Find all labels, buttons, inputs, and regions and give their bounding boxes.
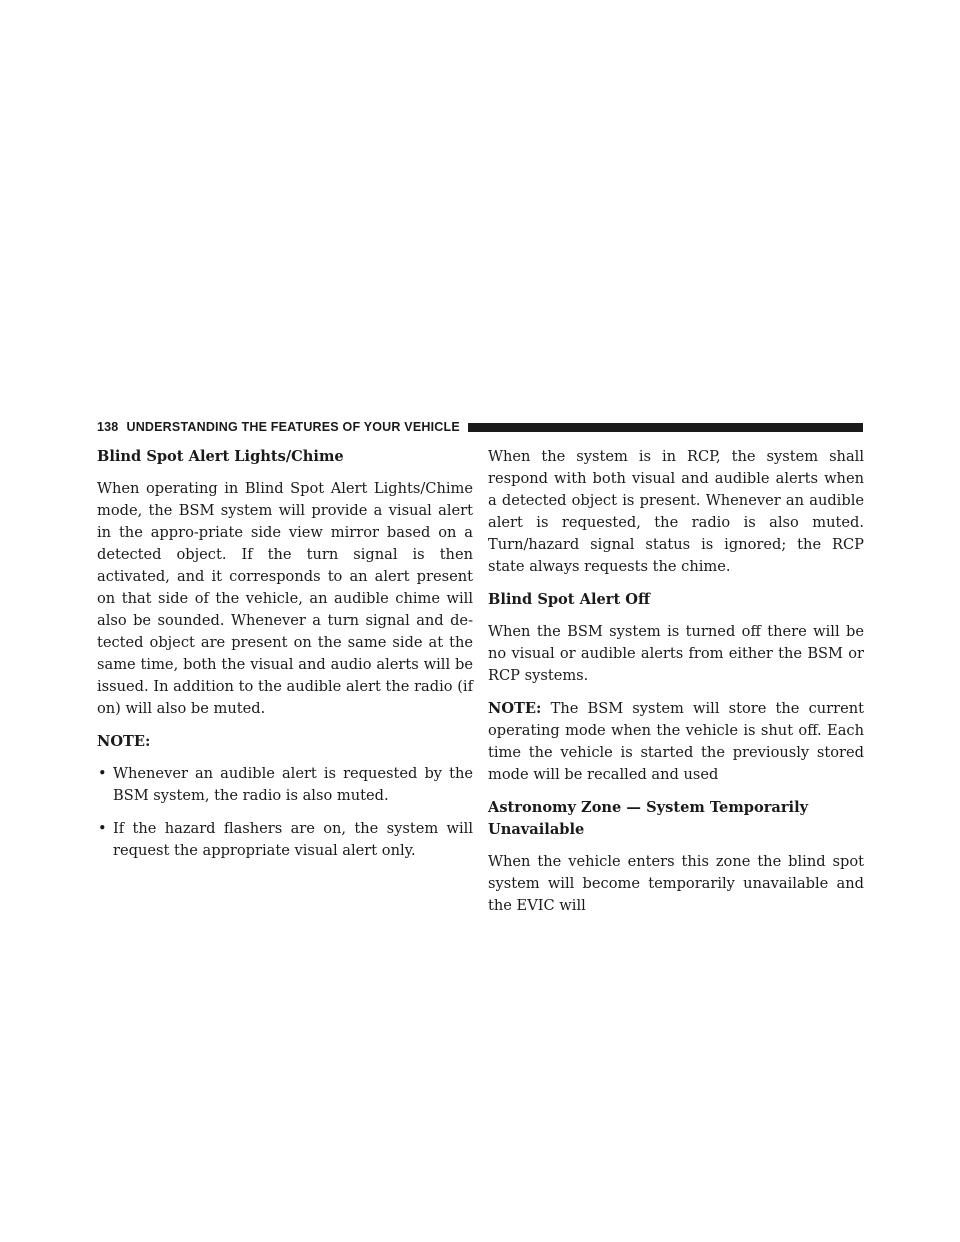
list-item (97, 818, 473, 862)
paragraph-bsm-off: When the BSM system is turned off there will be no visual or audible alerts from either the BSM or RCP systems. (488, 623, 864, 684)
header-rule (468, 423, 863, 432)
page-number: 138 (97, 420, 119, 434)
bullet-icon: • (98, 765, 107, 782)
note-text: The BSM system will store the current operating mode when the vehicle is shut off. Each time the vehicle is started the previously stored mode will be recalled and used (488, 700, 864, 783)
list-item-text: If the hazard flashers are on, the system will request the appropriate visual alert only. (113, 820, 473, 859)
right-column (488, 446, 864, 928)
note-paragraph (488, 698, 864, 786)
list-item-text: Whenever an audible alert is requested by the BSM system, the radio is also muted. (113, 765, 473, 804)
heading-blind-spot-alert-off: Blind Spot Alert Off (488, 591, 650, 608)
page-header (97, 418, 863, 436)
paragraph-astronomy-zone: When the vehicle enters this zone the blind spot system will become temporarily unavailable and the EVIC will (488, 853, 864, 914)
section-title: UNDERSTANDING THE FEATURES OF YOUR VEHICLE (126, 420, 460, 434)
bullet-icon: • (98, 820, 107, 837)
list-item (97, 763, 473, 807)
left-column (97, 446, 473, 873)
heading-blind-spot-alert-lights-chime: Blind Spot Alert Lights/Chime (97, 448, 344, 465)
paragraph-lights-chime-mode: When operating in Blind Spot Alert Lights/Chime mode, the BSM system will provide a visual alert in the appro-priate side view mirror based on a detected object. If the turn signal is then activated, and it corresponds to an alert present on that side of the vehicle, an audible chime will also be sounded. Whenever a turn signal and de-tected object are present on the same side at the same time, both the visual and audio alerts will be issued. In addition to the audible alert the radio (if on) will also be muted. (97, 480, 473, 717)
heading-astronomy-zone: Astronomy Zone — System Temporarily Unavailable (488, 799, 809, 838)
paragraph-rcp-alerts: When the system is in RCP, the system shall respond with both visual and audible alerts when a detected object is present. Whenever an audible alert is requested, the radio is also muted. Turn/hazard signal status is ignored; the RCP state always requests the chime. (488, 448, 864, 575)
note-heading: NOTE: (97, 733, 151, 750)
note-bullet-list (97, 763, 473, 862)
note-label: NOTE: (488, 700, 542, 717)
